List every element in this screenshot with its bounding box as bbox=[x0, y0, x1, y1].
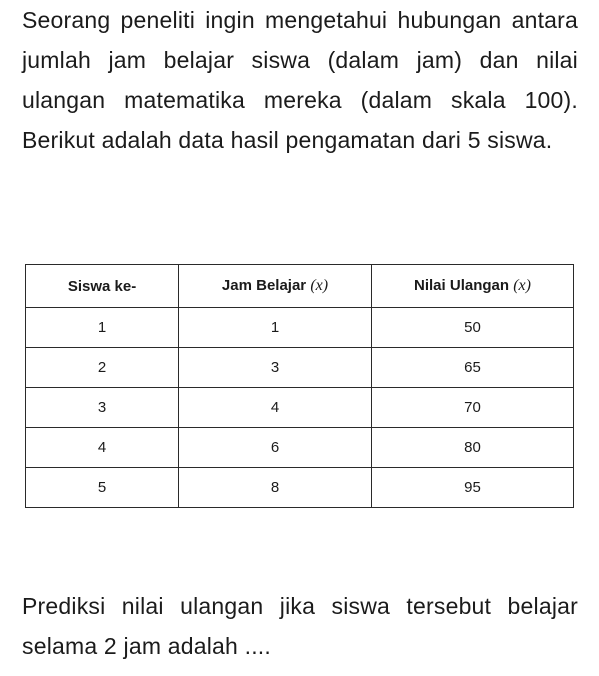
data-table-container bbox=[25, 264, 573, 508]
cell-hours: 4 bbox=[179, 388, 372, 428]
table-row bbox=[26, 428, 574, 468]
cell-score: 65 bbox=[372, 348, 574, 388]
cell-student: 1 bbox=[26, 308, 179, 348]
cell-student: 4 bbox=[26, 428, 179, 468]
question-prompt: Prediksi nilai ulangan jika siswa tersebut belajar selama 2 jam adalah .... bbox=[22, 593, 578, 659]
table-row bbox=[26, 468, 574, 508]
cell-student: 2 bbox=[26, 348, 179, 388]
cell-score: 70 bbox=[372, 388, 574, 428]
cell-hours: 6 bbox=[179, 428, 372, 468]
variable-x-label: (x) bbox=[513, 277, 531, 294]
cell-score: 50 bbox=[372, 308, 574, 348]
cell-hours: 3 bbox=[179, 348, 372, 388]
table-row bbox=[26, 348, 574, 388]
cell-student: 3 bbox=[26, 388, 179, 428]
variable-x-label: (x) bbox=[310, 277, 329, 294]
table-row bbox=[26, 308, 574, 348]
cell-hours: 8 bbox=[179, 468, 372, 508]
header-student: Siswa ke- bbox=[26, 265, 179, 308]
cell-score: 95 bbox=[372, 468, 574, 508]
header-study-hours: Jam Belajar (x) bbox=[179, 265, 372, 308]
table-header-row bbox=[26, 265, 574, 308]
cell-score: 80 bbox=[372, 428, 574, 468]
cell-student: 5 bbox=[26, 468, 179, 508]
header-test-score: Nilai Ulangan (x) bbox=[372, 265, 574, 308]
problem-statement: Seorang peneliti ingin mengetahui hubungan antara jumlah jam belajar siswa (dalam jam) dan nilai ulangan matematika mereka (dalam skala 100). Berikut adalah data hasil pengamatan dari 5 siswa. bbox=[22, 7, 578, 153]
table-row bbox=[26, 388, 574, 428]
cell-hours: 1 bbox=[179, 308, 372, 348]
observation-table bbox=[25, 264, 574, 508]
